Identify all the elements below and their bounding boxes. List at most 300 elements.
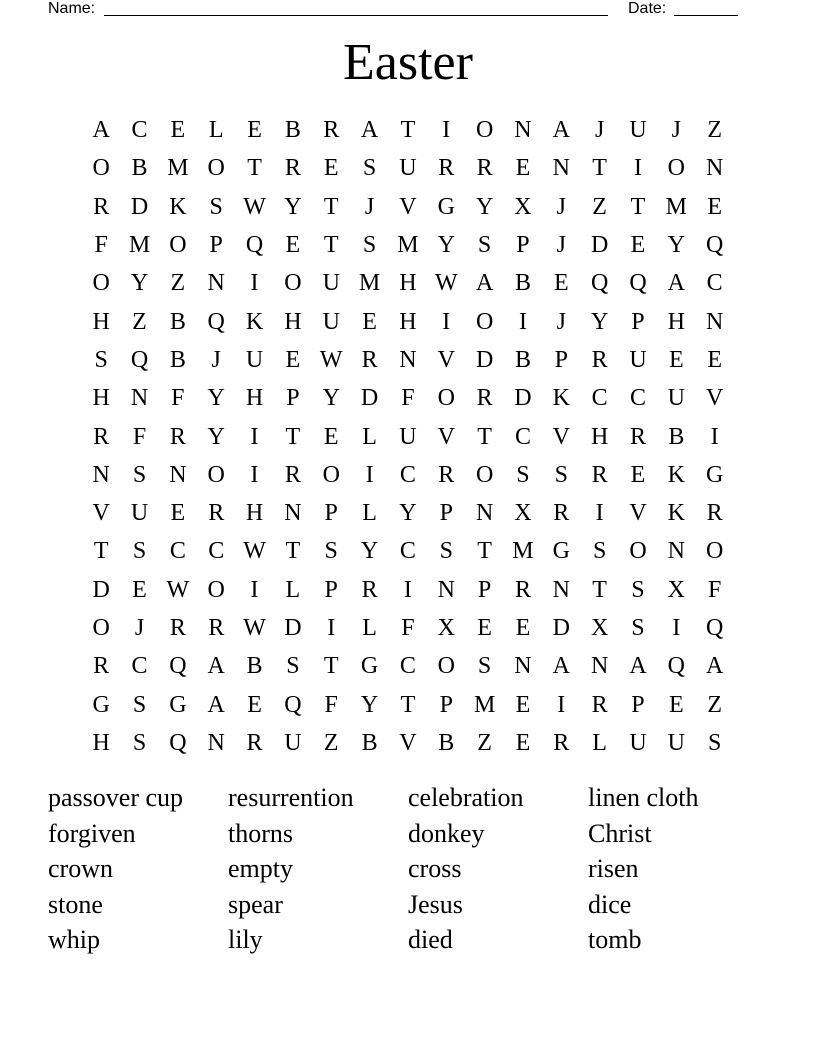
grid-letter: L [362, 500, 377, 527]
grid-letter: S [362, 155, 377, 182]
grid-letter: C [514, 423, 531, 450]
grid-letter: K [667, 500, 685, 527]
grid-letter: K [552, 385, 570, 412]
grid-letter: V [706, 385, 724, 412]
grid-letter: U [667, 729, 685, 756]
grid-letter: H [245, 500, 264, 527]
grid-letter: W [243, 538, 266, 565]
word-list-item: passover cup [48, 783, 184, 812]
grid-letter: T [247, 155, 262, 182]
grid-letter: R [246, 729, 263, 756]
grid-letter: R [591, 346, 608, 373]
grid-letter: R [93, 193, 110, 220]
grid-row [82, 456, 734, 494]
grid-letter: R [591, 691, 608, 718]
grid-letter: J [556, 232, 566, 259]
grid-letter: I [250, 461, 259, 488]
grid-letter: I [442, 117, 451, 144]
grid-letter: R [476, 155, 493, 182]
grid-letter: N [590, 653, 609, 680]
grid-letter: B [514, 346, 531, 373]
grid-letter: Y [360, 538, 379, 565]
grid-letter: Q [169, 653, 187, 680]
grid-letter: E [170, 500, 186, 527]
grid-letter: E [323, 155, 339, 182]
grid-letter: S [554, 461, 568, 488]
grid-letter: L [362, 615, 377, 641]
word-list-item: celebration [408, 783, 524, 812]
grid-letter: S [477, 653, 492, 680]
grid-letter: Z [477, 729, 492, 756]
grid-letter: R [169, 423, 186, 450]
grid-letter: V [552, 423, 570, 450]
grid-letter: L [362, 423, 377, 450]
grid-row [82, 341, 734, 379]
grid-letter: B [284, 117, 301, 144]
grid-letter: J [594, 117, 605, 144]
grid-letter: M [358, 270, 381, 297]
grid-letter: I [518, 308, 527, 335]
grid-letter: N [399, 346, 417, 373]
grid-letter: D [475, 346, 494, 373]
grid-letter: I [365, 461, 374, 488]
grid-letter: Y [590, 308, 609, 335]
grid-letter: C [169, 538, 186, 565]
grid-letter: S [286, 653, 300, 680]
grid-letter: Y [437, 232, 455, 259]
grid-letter: M [128, 232, 151, 259]
grid-letter: V [399, 729, 417, 756]
grid-letter: O [207, 155, 225, 182]
grid-letter: N [552, 576, 570, 603]
grid-letter: A [207, 691, 225, 718]
grid-letter: I [595, 500, 604, 527]
grid-row [82, 494, 734, 532]
grid-row [82, 379, 734, 417]
grid-letter: F [324, 691, 338, 718]
grid-letter: A [706, 653, 724, 680]
word-list-item: risen [588, 854, 639, 883]
grid-letter: N [92, 461, 110, 488]
grid-letter: Q [706, 232, 724, 259]
grid-letter: S [132, 729, 147, 756]
grid-letter: R [553, 729, 570, 756]
grid-letter: E [247, 117, 262, 144]
grid-letter: S [132, 461, 147, 488]
grid-letter: W [243, 193, 266, 220]
grid-letter: T [323, 232, 339, 259]
grid-letter: R [438, 461, 455, 488]
grid-letter: M [167, 155, 189, 182]
grid-letter: B [246, 653, 263, 680]
grid-letter: U [322, 308, 340, 335]
grid-letter: C [131, 653, 148, 680]
grid-letter: P [516, 232, 530, 259]
grid-letter: J [556, 193, 566, 220]
grid-letter: R [514, 576, 531, 603]
grid-letter: F [707, 576, 722, 603]
grid-letter: C [131, 117, 148, 144]
grid-letter: O [322, 461, 340, 488]
grid-letter: O [207, 461, 225, 488]
grid-letter: T [93, 538, 109, 565]
grid-letter: S [132, 691, 147, 718]
grid-letter: I [250, 270, 259, 297]
grid-letter: I [403, 576, 412, 603]
grid-letter: H [399, 270, 417, 297]
grid-letter: G [437, 193, 455, 220]
grid-letter: S [362, 232, 377, 259]
grid-letter: G [360, 653, 379, 680]
grid-letter: E [668, 346, 684, 373]
grid-letter: P [439, 691, 453, 718]
grid-letter: R [476, 385, 493, 412]
grid-letter: K [245, 308, 264, 335]
grid-letter: X [667, 576, 685, 603]
grid-letter: B [514, 270, 531, 297]
grid-letter: H [92, 385, 110, 412]
grid-letter: F [94, 232, 108, 259]
grid-row [82, 532, 734, 570]
grid-letter: C [399, 461, 416, 488]
grid-letter: R [361, 576, 378, 603]
grid-letter: C [399, 653, 416, 680]
grid-letter: W [434, 270, 458, 297]
grid-letter: R [706, 500, 723, 527]
grid-letter: E [362, 308, 377, 335]
grid-letter: B [169, 308, 186, 335]
grid-letter: J [134, 615, 145, 641]
grid-letter: S [477, 232, 492, 259]
word-list [48, 781, 768, 959]
grid-letter: N [207, 270, 225, 297]
grid-letter: R [438, 155, 455, 182]
grid-letter: U [322, 270, 340, 297]
grid-row [82, 111, 734, 149]
grid-letter: E [630, 461, 646, 488]
grid-letter: Y [322, 385, 340, 412]
grid-letter: N [475, 500, 494, 527]
grid-row [82, 417, 734, 455]
grid-letter: D [92, 576, 110, 603]
grid-letter: O [437, 653, 455, 680]
grid-letter: X [514, 193, 532, 220]
grid-letter: I [327, 615, 336, 641]
grid-letter: S [439, 538, 453, 565]
grid-letter: R [93, 653, 110, 680]
page-title: Easter [343, 34, 473, 91]
grid-letter: E [707, 346, 722, 373]
grid-letter: R [169, 615, 186, 641]
grid-letter: T [323, 653, 339, 680]
grid-row [82, 609, 734, 647]
grid-letter: N [437, 576, 455, 603]
grid-letter: O [475, 117, 494, 144]
grid-letter: D [590, 232, 609, 259]
word-list-item: Jesus [408, 889, 463, 919]
grid-letter: K [169, 193, 187, 220]
grid-letter: O [207, 576, 225, 603]
grid-letter: N [706, 155, 724, 182]
grid-letter: Q [245, 232, 264, 259]
word-list-item: empty [228, 854, 293, 883]
grid-letter: L [285, 576, 301, 603]
grid-letter: N [514, 117, 532, 144]
grid-letter: K [667, 461, 685, 488]
grid-letter: T [323, 193, 339, 220]
grid-letter: I [442, 308, 451, 335]
grid-letter: S [132, 538, 147, 565]
grid-letter: C [591, 385, 608, 412]
word-list-item: stone [48, 889, 103, 919]
grid-letter: E [515, 691, 531, 718]
grid-letter: P [631, 308, 645, 335]
grid-letter: R [323, 117, 340, 144]
grid-letter: R [284, 461, 301, 488]
grid-letter: Q [590, 270, 609, 297]
grid-letter: N [552, 155, 570, 182]
grid-letter: A [552, 117, 570, 144]
grid-letter: V [437, 423, 455, 450]
grid-letter: Y [207, 385, 225, 412]
word-list-item: Christ [588, 818, 652, 848]
grid-letter: B [438, 729, 455, 756]
grid-letter: N [207, 729, 225, 756]
word-list-item: forgiven [48, 818, 136, 848]
grid-letter: A [207, 653, 225, 680]
grid-letter: T [592, 576, 607, 603]
word-list-item: died [408, 925, 453, 954]
grid-letter: I [672, 615, 681, 641]
grid-letter: B [169, 346, 186, 373]
grid-letter: T [400, 691, 416, 718]
grid-letter: E [630, 232, 646, 259]
grid-letter: O [629, 538, 647, 565]
grid-letter: G [552, 538, 570, 565]
grid-letter: N [130, 385, 149, 412]
grid-letter: B [131, 155, 148, 182]
grid-letter: G [169, 691, 187, 718]
grid-letter: I [250, 576, 259, 603]
grid-letter: W [243, 615, 266, 641]
grid-letter: V [629, 500, 647, 527]
grid-letter: W [319, 346, 343, 373]
grid-letter: Y [207, 423, 225, 450]
grid-letter: I [557, 691, 566, 718]
grid-letter: A [667, 270, 685, 297]
grid-letter: J [671, 117, 681, 144]
word-list-item: tomb [588, 925, 642, 954]
grid-letter: O [437, 385, 455, 412]
grid-letter: O [92, 155, 110, 182]
grid-letter: Y [130, 270, 149, 297]
grid-letter: A [92, 117, 110, 144]
word-list-item: lily [228, 925, 263, 954]
grid-letter: U [399, 423, 417, 450]
date-blank-line[interactable] [674, 15, 738, 16]
grid-letter: P [286, 385, 300, 412]
grid-letter: A [475, 270, 494, 297]
grid-letter: N [706, 308, 724, 335]
date-label: Date: [628, 0, 667, 17]
grid-letter: Y [475, 193, 494, 220]
grid-letter: U [629, 729, 647, 756]
grid-letter: S [707, 729, 722, 756]
grid-letter: C [706, 270, 723, 297]
grid-letter: O [169, 232, 187, 259]
grid-row [82, 188, 734, 226]
grid-letter: E [132, 576, 147, 603]
grid-letter: A [360, 117, 379, 144]
grid-letter: T [285, 538, 301, 565]
grid-letter: S [209, 193, 223, 220]
word-list-item: spear [228, 889, 283, 919]
grid-letter: E [477, 615, 492, 641]
grid-letter: O [475, 308, 494, 335]
grid-letter: O [92, 270, 110, 297]
grid-letter: E [553, 270, 569, 297]
grid-letter: F [171, 385, 185, 412]
grid-letter: A [552, 653, 570, 680]
grid-letter: R [284, 155, 301, 182]
grid-letter: E [247, 691, 262, 718]
grid-letter: Z [592, 193, 607, 220]
grid-letter: P [477, 576, 492, 603]
grid-letter: N [514, 653, 532, 680]
grid-letter: D [552, 615, 570, 641]
grid-row [82, 302, 734, 340]
grid-letter: A [629, 653, 647, 680]
grid-row [82, 264, 734, 302]
word-list-item: resurrention [228, 783, 354, 812]
grid-row [82, 149, 734, 187]
grid-letter: E [515, 155, 531, 182]
grid-letter: E [323, 423, 339, 450]
grid-letter: B [361, 729, 378, 756]
grid-letter: D [514, 385, 532, 412]
name-blank-line[interactable] [104, 15, 608, 16]
grid-letter: Q [207, 308, 225, 335]
grid-letter: B [668, 423, 685, 450]
grid-letter: S [631, 615, 645, 641]
grid-letter: E [515, 729, 531, 756]
grid-letter: G [706, 461, 724, 488]
grid-letter: M [397, 232, 419, 259]
grid-letter: T [592, 155, 607, 182]
grid-letter: T [477, 423, 492, 450]
grid-letter: S [324, 538, 338, 565]
grid-letter: S [631, 576, 645, 603]
grid-letter: Q [629, 270, 647, 297]
grid-letter: E [668, 691, 684, 718]
grid-letter: U [629, 117, 647, 144]
word-list-item: dice [588, 889, 632, 919]
grid-letter: L [592, 729, 607, 756]
grid-letter: I [710, 423, 719, 450]
grid-letter: E [285, 232, 301, 259]
grid-letter: Z [707, 691, 722, 718]
word-list-item: cross [408, 854, 462, 883]
grid-letter: M [665, 193, 687, 220]
grid-letter: G [92, 691, 110, 718]
grid-letter: N [667, 538, 685, 565]
grid-letter: J [211, 346, 221, 373]
grid-letter: C [208, 538, 225, 565]
grid-letter: U [245, 346, 264, 373]
grid-letter: P [209, 232, 223, 259]
grid-letter: M [512, 538, 534, 565]
grid-letter: M [473, 691, 496, 718]
grid-letter: C [629, 385, 646, 412]
grid-letter: Z [170, 270, 186, 297]
grid-letter: E [170, 117, 186, 144]
grid-letter: C [399, 538, 416, 565]
grid-letter: X [514, 500, 532, 527]
grid-letter: Q [169, 729, 187, 756]
grid-letter: S [94, 346, 108, 373]
grid-letter: P [554, 346, 568, 373]
grid-letter: P [439, 500, 453, 527]
grid-letter: O [706, 538, 724, 565]
grid-letter: S [516, 461, 530, 488]
grid-letter: J [556, 308, 566, 335]
grid-letter: Q [130, 346, 149, 373]
grid-letter: H [284, 308, 302, 335]
grid-letter: Y [284, 193, 302, 220]
grid-letter: H [92, 729, 110, 756]
grid-letter: D [284, 615, 302, 641]
grid-letter: I [633, 155, 642, 182]
word-list-item: thorns [228, 818, 293, 848]
grid-letter: P [324, 500, 338, 527]
word-list-item: linen cloth [588, 783, 699, 812]
grid-letter: V [92, 500, 110, 527]
grid-letter: R [629, 423, 646, 450]
grid-letter: R [591, 461, 608, 488]
grid-letter: Y [399, 500, 417, 527]
grid-letter: I [250, 423, 259, 450]
grid-letter: R [553, 500, 570, 527]
grid-letter: R [208, 615, 225, 641]
grid-letter: U [130, 500, 149, 527]
grid-letter: Y [360, 691, 379, 718]
grid-letter: W [166, 576, 190, 603]
grid-letter: Q [284, 691, 302, 718]
grid-letter: L [208, 117, 224, 144]
grid-row [82, 724, 734, 762]
grid-letter: F [132, 423, 147, 450]
grid-letter: T [285, 423, 301, 450]
grid-letter: R [93, 423, 110, 450]
name-label: Name: [48, 0, 96, 17]
grid-letter: U [629, 346, 647, 373]
grid-letter: O [667, 155, 685, 182]
grid-letter: Q [667, 653, 685, 680]
grid-row [82, 226, 734, 264]
grid-letter: D [360, 385, 379, 412]
grid-letter: N [284, 500, 302, 527]
grid-letter: E [285, 346, 301, 373]
grid-letter: J [364, 193, 375, 220]
grid-row [82, 647, 734, 685]
grid-letter: S [592, 538, 607, 565]
grid-letter: P [631, 691, 645, 718]
grid-letter: T [477, 538, 492, 565]
grid-letter: V [399, 193, 417, 220]
grid-letter: O [92, 615, 110, 641]
grid-letter: O [475, 461, 494, 488]
letter-grid [82, 111, 734, 762]
